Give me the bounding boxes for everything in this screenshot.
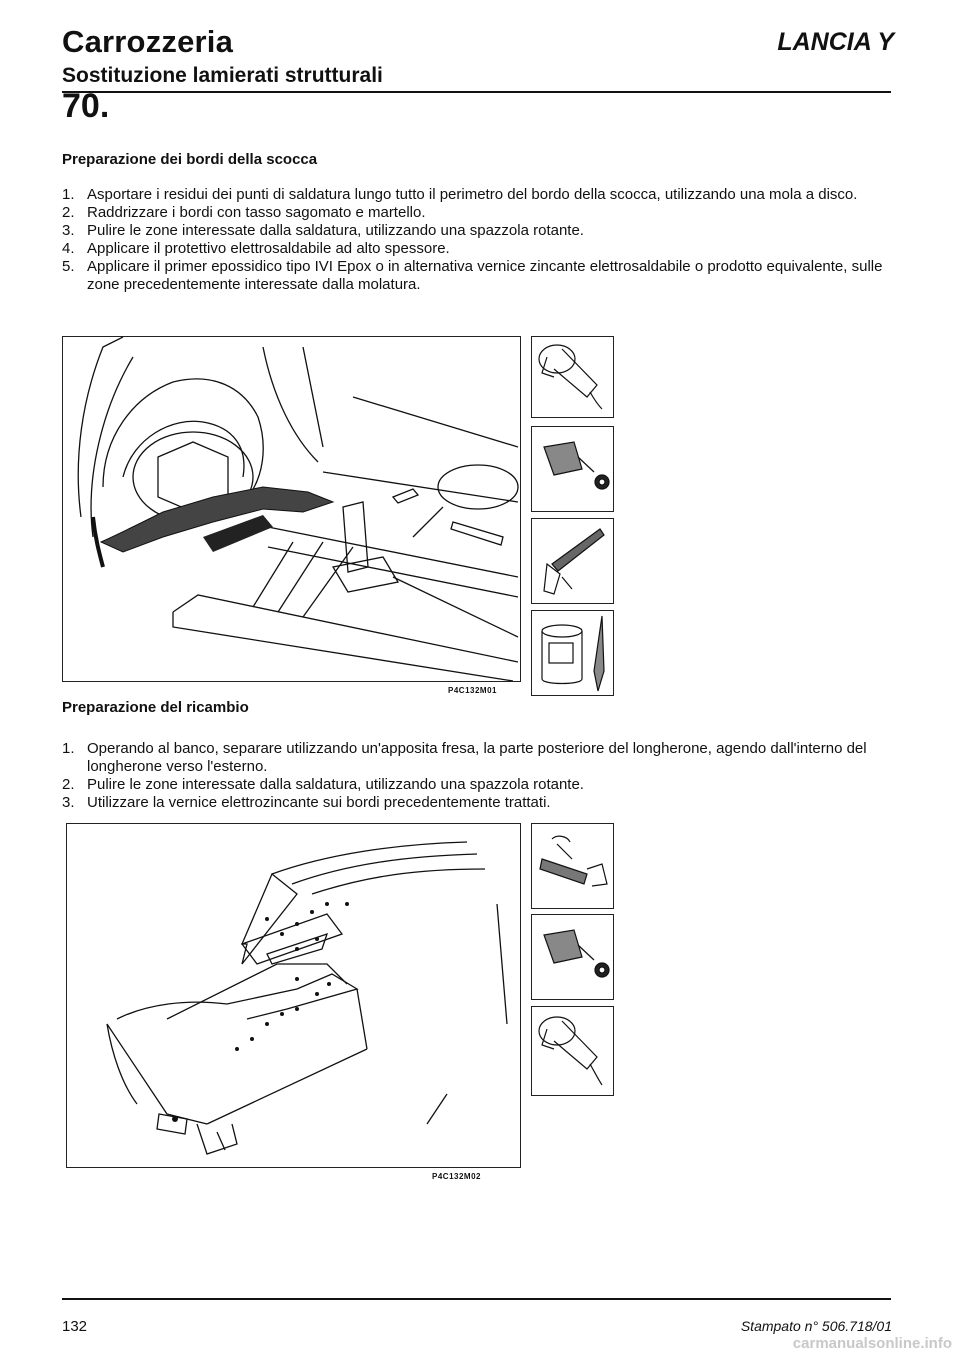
tool-panel: [531, 518, 614, 604]
page-label: 70.: [62, 87, 110, 125]
procedure-list: [62, 186, 892, 294]
tool-panel: [531, 426, 614, 512]
list-item: [62, 740, 892, 776]
list-item: [62, 794, 892, 812]
step-text: Applicare il protettivo elettrosaldabile ad alto spessore.: [87, 240, 450, 257]
step-number: 5.: [62, 258, 75, 275]
spray-gun-icon: [532, 519, 613, 603]
rotary-brush-icon: [532, 915, 613, 999]
section-subtitle: Sostituzione lamierati strutturali: [62, 64, 383, 87]
section-heading: Preparazione del ricambio: [62, 699, 249, 716]
figure-code: P4C132M02: [432, 1172, 481, 1181]
procedure-list: [62, 740, 892, 812]
angle-grinder-icon: [532, 337, 613, 417]
list-item: [62, 258, 892, 294]
tool-panel: [531, 823, 614, 909]
tool-panel: [531, 1006, 614, 1096]
step-number: 2.: [62, 776, 75, 793]
primer-can-brush-icon: [532, 611, 613, 695]
step-text: Operando al banco, separare utilizzando un'apposita fresa, la parte posteriore del longherone, agendo dall'interno del longherone verso l'esterno.: [87, 740, 867, 775]
tool-panel: [531, 336, 614, 418]
step-number: 1.: [62, 186, 75, 203]
tool-panel: [531, 914, 614, 1000]
step-number: 3.: [62, 794, 75, 811]
step-number: 2.: [62, 204, 75, 221]
step-text: Applicare il primer epossidico tipo IVI Epox o in alternativa vernice zincante elettrosaldabile o prodotto equivalente, sulle zone precedentemente interessate dalla molatura.: [87, 258, 883, 293]
list-item: [62, 186, 892, 204]
list-item: [62, 240, 892, 258]
brand-name: LANCIA Y: [777, 28, 894, 56]
step-number: 1.: [62, 740, 75, 757]
footer-rule: [62, 1298, 891, 1300]
body-shell-illustration: [62, 336, 521, 682]
step-number: 3.: [62, 222, 75, 239]
watermark: carmanualsonline.info: [792, 1335, 952, 1352]
spot-weld-cutter-icon: [532, 824, 613, 908]
longeron-drawing: [67, 824, 520, 1167]
figure-code: P4C132M01: [448, 686, 497, 695]
step-text: Raddrizzare i bordi con tasso sagomato e martello.: [87, 204, 426, 221]
section-title: Carrozzeria: [62, 24, 234, 59]
step-text: Pulire le zone interessate dalla saldatura, utilizzando una spazzola rotante.: [87, 222, 584, 239]
list-item: [62, 776, 892, 794]
body-shell-drawing: [63, 337, 520, 681]
rotary-brush-icon: [532, 427, 613, 511]
list-item: [62, 204, 892, 222]
tool-panel: [531, 610, 614, 696]
header-rule: [62, 91, 891, 93]
page-number: 132: [62, 1318, 88, 1335]
longeron-part-illustration: [66, 823, 521, 1168]
step-number: 4.: [62, 240, 75, 257]
list-item: [62, 222, 892, 240]
section-heading: Preparazione dei bordi della scocca: [62, 151, 318, 168]
step-text: Pulire le zone interessate dalla saldatura, utilizzando una spazzola rotante.: [87, 776, 584, 793]
print-reference: Stampato n° 506.718/01: [740, 1318, 892, 1334]
step-text: Utilizzare la vernice elettrozincante sui bordi precedentemente trattati.: [87, 794, 551, 811]
step-text: Asportare i residui dei punti di saldatura lungo tutto il perimetro del bordo della scocca, utilizzando una mola a disco.: [87, 186, 858, 203]
angle-grinder-icon: [532, 1007, 613, 1095]
